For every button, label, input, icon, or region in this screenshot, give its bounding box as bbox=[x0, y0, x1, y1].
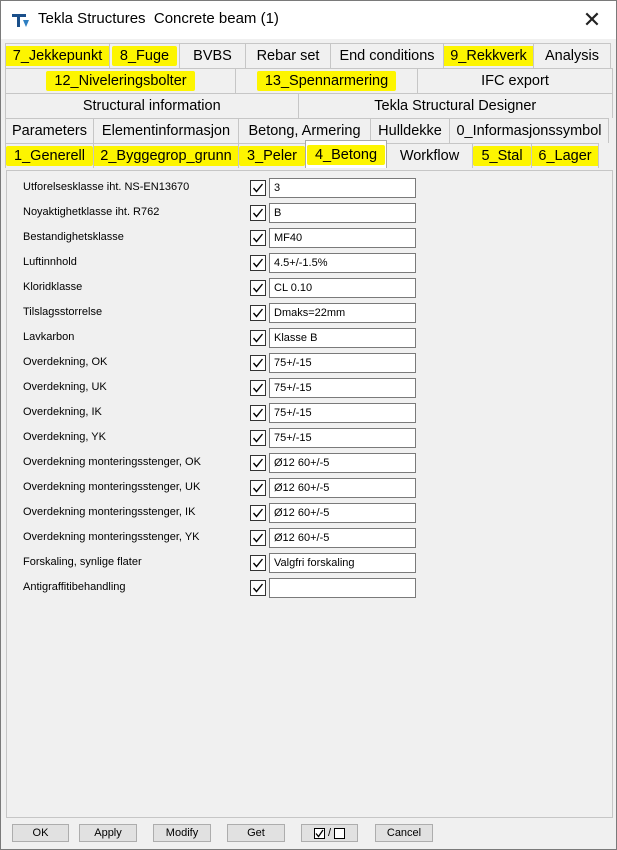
field-row bbox=[7, 528, 612, 548]
checkmark-icon bbox=[252, 307, 264, 319]
checkmark-icon bbox=[252, 582, 264, 594]
field-label: Overdekning, OK bbox=[23, 356, 108, 368]
checkmark-icon bbox=[252, 507, 264, 519]
tab-12-niveleringsbolter[interactable]: 12_Niveleringsbolter bbox=[5, 68, 236, 93]
field-checkbox[interactable] bbox=[250, 280, 266, 296]
checked-box-icon bbox=[314, 828, 325, 839]
field-input[interactable]: Klasse B bbox=[269, 328, 416, 348]
apply-button[interactable]: Apply bbox=[79, 824, 137, 842]
tab-2-byggegrop-grunn[interactable]: 2_Byggegrop_grunn bbox=[93, 143, 239, 168]
field-checkbox[interactable] bbox=[250, 180, 266, 196]
tab-5-stal[interactable]: 5_Stal bbox=[472, 143, 532, 168]
checkmark-icon bbox=[252, 207, 264, 219]
field-input[interactable] bbox=[269, 578, 416, 598]
field-label: Luftinnhold bbox=[23, 256, 77, 268]
tab-parameters[interactable]: Parameters bbox=[5, 118, 94, 143]
field-input[interactable]: 3 bbox=[269, 178, 416, 198]
tab-4-betong[interactable]: 4_Betong bbox=[305, 140, 387, 168]
field-input[interactable]: MF40 bbox=[269, 228, 416, 248]
tab-elementinformasjon[interactable]: Elementinformasjon bbox=[93, 118, 239, 143]
field-row bbox=[7, 453, 612, 473]
field-row bbox=[7, 578, 612, 598]
tab-row-5 bbox=[5, 143, 612, 168]
tab-6-lager[interactable]: 6_Lager bbox=[531, 143, 599, 168]
ok-button[interactable]: OK bbox=[12, 824, 69, 842]
field-row bbox=[7, 328, 612, 348]
modify-button[interactable]: Modify bbox=[153, 824, 211, 842]
tab-ifc-export[interactable]: IFC export bbox=[417, 68, 613, 93]
field-row bbox=[7, 403, 612, 423]
tab-workflow[interactable]: Workflow bbox=[386, 143, 473, 168]
tab-row-2 bbox=[5, 68, 612, 93]
tab-3-peler[interactable]: 3_Peler bbox=[238, 143, 306, 168]
field-label: Overdekning monteringsstenger, OK bbox=[23, 456, 201, 468]
field-row bbox=[7, 478, 612, 498]
tab-hulldekke[interactable]: Hulldekke bbox=[370, 118, 450, 143]
field-checkbox[interactable] bbox=[250, 430, 266, 446]
field-row bbox=[7, 353, 612, 373]
checkmark-icon bbox=[252, 557, 264, 569]
checkmark-icon bbox=[252, 407, 264, 419]
field-input[interactable]: 75+/-15 bbox=[269, 428, 416, 448]
checkmark-icon bbox=[252, 257, 264, 269]
field-row bbox=[7, 253, 612, 273]
close-icon: ✕ bbox=[582, 7, 602, 32]
tekla-app-icon bbox=[11, 11, 31, 29]
tab-end-conditions[interactable]: End conditions bbox=[330, 43, 444, 68]
field-label: Utforelsesklasse iht. NS-EN13670 bbox=[23, 181, 190, 193]
checkmark-icon bbox=[252, 357, 264, 369]
checkmark-icon bbox=[252, 182, 264, 194]
checkmark-icon bbox=[252, 432, 264, 444]
field-checkbox[interactable] bbox=[250, 355, 266, 371]
get-button[interactable]: Get bbox=[227, 824, 285, 842]
field-checkbox[interactable] bbox=[250, 455, 266, 471]
properties-panel bbox=[6, 170, 613, 818]
field-checkbox[interactable] bbox=[250, 330, 266, 346]
tab-8-fuge[interactable]: 8_Fuge bbox=[109, 43, 180, 68]
field-input[interactable]: 75+/-15 bbox=[269, 403, 416, 423]
field-input[interactable]: CL 0.10 bbox=[269, 278, 416, 298]
field-input[interactable]: Ø12 60+/-5 bbox=[269, 478, 416, 498]
checkmark-icon bbox=[252, 282, 264, 294]
tab-7-jekkepunkt[interactable]: 7_Jekkepunkt bbox=[5, 43, 110, 68]
checkmark-icon bbox=[252, 532, 264, 544]
field-row bbox=[7, 428, 612, 448]
field-label: Lavkarbon bbox=[23, 331, 75, 343]
title-bar bbox=[1, 1, 616, 39]
tab-betong-armering[interactable]: Betong, Armering bbox=[238, 118, 371, 143]
field-row bbox=[7, 503, 612, 523]
field-input[interactable]: Ø12 60+/-5 bbox=[269, 528, 416, 548]
field-label: Overdekning monteringsstenger, IK bbox=[23, 506, 196, 518]
field-label: Overdekning, UK bbox=[23, 381, 107, 393]
field-input[interactable]: B bbox=[269, 203, 416, 223]
field-label: Tilslagsstorrelse bbox=[23, 306, 103, 318]
field-input[interactable]: Ø12 60+/-5 bbox=[269, 453, 416, 473]
field-row bbox=[7, 228, 612, 248]
tab-rebar-set[interactable]: Rebar set bbox=[245, 43, 331, 68]
field-checkbox[interactable] bbox=[250, 405, 266, 421]
tab-tekla-structural-designer[interactable]: Tekla Structural Designer bbox=[298, 93, 613, 118]
field-checkbox[interactable] bbox=[250, 530, 266, 546]
tab-0-informasjonssymbol[interactable]: 0_Informasjonssymbol bbox=[449, 118, 609, 143]
checkmark-icon bbox=[252, 232, 264, 244]
window-title: Tekla Structures Concrete beam (1) bbox=[38, 10, 279, 27]
field-row bbox=[7, 203, 612, 223]
field-row bbox=[7, 303, 612, 323]
field-checkbox[interactable] bbox=[250, 580, 266, 596]
toggle-separator: / bbox=[327, 827, 332, 839]
field-label: Overdekning, YK bbox=[23, 431, 106, 443]
field-row bbox=[7, 178, 612, 198]
tab-row-1 bbox=[5, 43, 612, 68]
field-row bbox=[7, 553, 612, 573]
checkmark-icon bbox=[252, 482, 264, 494]
field-label: Kloridklasse bbox=[23, 281, 83, 293]
toggle-all-button[interactable] bbox=[301, 824, 358, 842]
field-input[interactable]: 4.5+/-1.5% bbox=[269, 253, 416, 273]
field-checkbox[interactable] bbox=[250, 305, 266, 321]
tab-row-3 bbox=[5, 93, 612, 118]
field-label: Overdekning monteringsstenger, UK bbox=[23, 481, 201, 493]
tab-9-rekkverk[interactable]: 9_Rekkverk bbox=[443, 43, 534, 68]
field-label: Noyaktighetklasse iht. R762 bbox=[23, 206, 160, 218]
tab-bvbs[interactable]: BVBS bbox=[179, 43, 246, 68]
field-label: Overdekning, IK bbox=[23, 406, 102, 418]
button-bar bbox=[1, 821, 616, 849]
cancel-button[interactable]: Cancel bbox=[375, 824, 433, 842]
close-button[interactable] bbox=[574, 5, 610, 35]
field-checkbox[interactable] bbox=[250, 555, 266, 571]
field-input[interactable]: Valgfri forskaling bbox=[269, 553, 416, 573]
tab-13-spennarmering[interactable]: 13_Spennarmering bbox=[235, 68, 418, 93]
field-input[interactable]: Dmaks=22mm bbox=[269, 303, 416, 323]
field-input[interactable]: 75+/-15 bbox=[269, 378, 416, 398]
field-checkbox[interactable] bbox=[250, 230, 266, 246]
tab-analysis[interactable]: Analysis bbox=[533, 43, 611, 68]
checkmark-icon bbox=[252, 457, 264, 469]
field-checkbox[interactable] bbox=[250, 505, 266, 521]
checkmark-icon bbox=[252, 332, 264, 344]
field-row bbox=[7, 378, 612, 398]
field-checkbox[interactable] bbox=[250, 380, 266, 396]
tab-1-generell[interactable]: 1_Generell bbox=[5, 143, 94, 168]
field-label: Bestandighetsklasse bbox=[23, 231, 124, 243]
field-checkbox[interactable] bbox=[250, 255, 266, 271]
field-checkbox[interactable] bbox=[250, 205, 266, 221]
field-label: Forskaling, synlige flater bbox=[23, 556, 142, 568]
unchecked-box-icon bbox=[334, 828, 345, 839]
field-input[interactable]: 75+/-15 bbox=[269, 353, 416, 373]
field-checkbox[interactable] bbox=[250, 480, 266, 496]
field-label: Antigraffitibehandling bbox=[23, 581, 126, 593]
checkmark-icon bbox=[252, 382, 264, 394]
field-row bbox=[7, 278, 612, 298]
tab-structural-information[interactable]: Structural information bbox=[5, 93, 299, 118]
field-input[interactable]: Ø12 60+/-5 bbox=[269, 503, 416, 523]
field-label: Overdekning monteringsstenger, YK bbox=[23, 531, 200, 543]
